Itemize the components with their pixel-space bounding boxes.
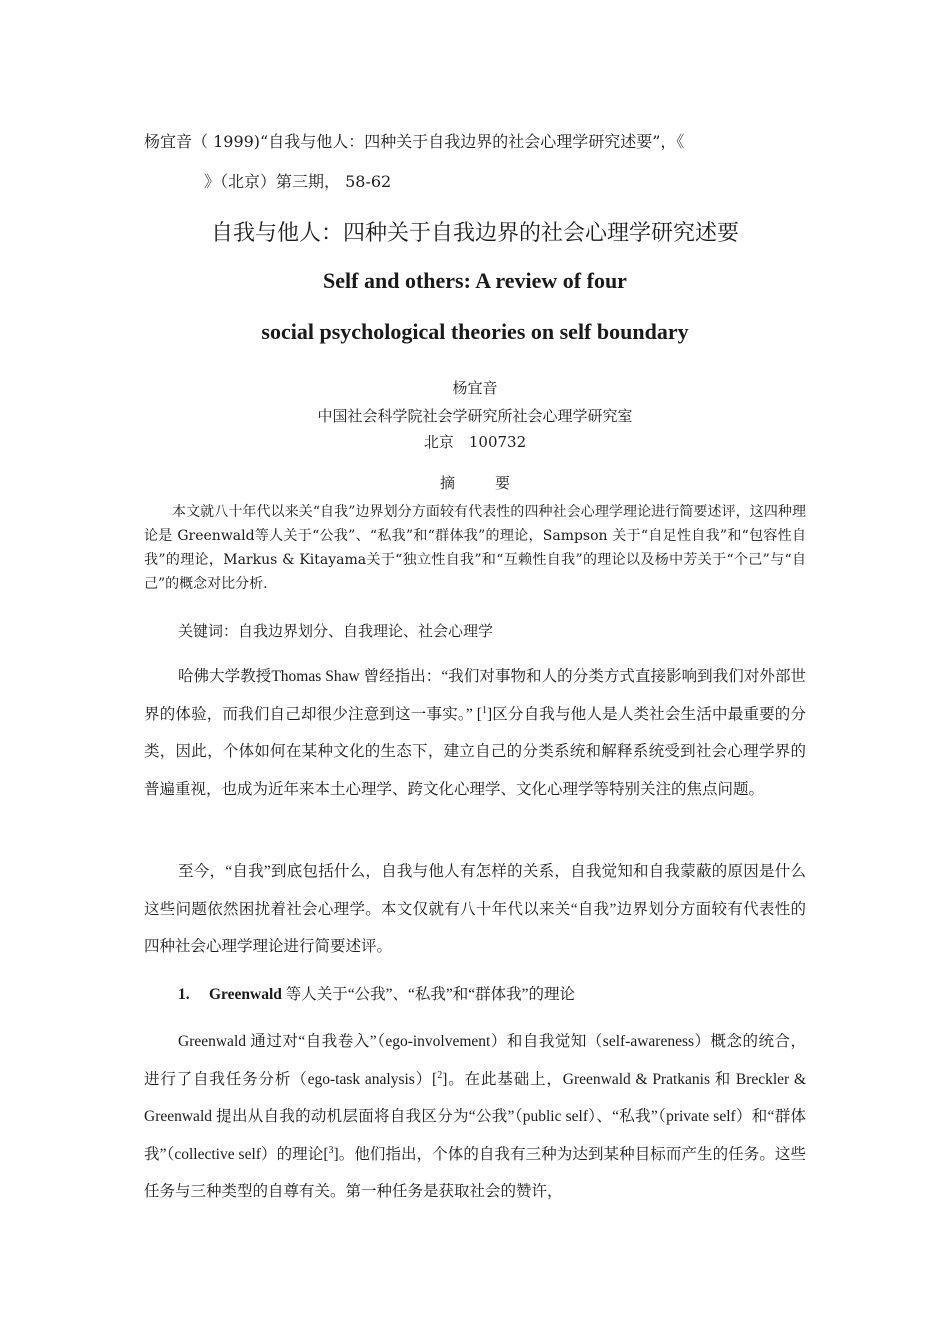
paragraph-1-text-a: 哈佛大学教授Thomas Shaw 曾经指出：“我们对事物和人的分类方式直接影响到我们对外部世界的体验，而我们自己却很少注意到这一事实。” [ [144, 668, 806, 723]
paragraph-3-text-b: ]。在此基础上，Greenwald & Pratkanis 和 Breckler & Greenwald 提出从自我的动机层面将自我区分为“公我”（public self）、“私我”（private self）和“群体我”（collective self）的理论[ [144, 1070, 807, 1163]
section-1-heading [178, 982, 575, 1004]
paragraph-3-text-a: Greenwald 通过对“自我卷入”（ego-involvement）和自我觉知（self-awareness）概念的统合，进行了自我任务分析（ego-task analysis）[ [144, 1033, 806, 1088]
keywords: 关键词：自我边界划分、自我理论、社会心理学 [178, 622, 494, 640]
author-address: 北京 100732 [423, 433, 527, 451]
section-name-bold: Greenwald [209, 986, 282, 1003]
citation-ref-3: 3 [328, 1144, 334, 1156]
citation-ref-2: 2 [437, 1069, 443, 1081]
body-paragraph-1 [144, 658, 806, 808]
body-paragraph-2: 至今，“自我”到底包括什么，自我与他人有怎样的关系，自我觉知和自我蒙蔽的原因是什么这些问题依然困扰着社会心理学。本文仅就有八十年代以来关“自我”边界划分方面较有代表性的四种社会心理学理论进行简要述评。 [144, 863, 806, 955]
abstract-heading: 摘要 [439, 474, 550, 492]
author-affiliation: 中国社会科学院社会学研究所社会心理学研究室 [317, 407, 633, 425]
paragraph-1-text-b: ]区分自我与他人是人类社会生活中最重要的分类，因此，个体如何在某种文化的生态下，建立自己的分类系统和解释系统受到社会心理学界的普遍重视，也成为近年来本土心理学、跨文化心理学、文化心理学等特别关注的焦点问题。 [144, 705, 807, 798]
title-english-line-2: social psychological theories on self boundary [261, 319, 689, 344]
section-number: 1. [178, 986, 190, 1003]
section-title-rest: 等人关于“公我”、“私我”和“群体我”的理论 [281, 986, 576, 1003]
body-paragraph-3 [144, 1023, 806, 1211]
title-chinese: 自我与他人：四种关于自我边界的社会心理学研究述要 [210, 221, 739, 246]
abstract-text: 本文就八十年代以来关“自我”边界划分方面较有代表性的四种社会心理学理论进行简要述评，这四种理论是 Greenwald等人关于“公我”、“私我”和“群体我”的理论，Sampson 关于“自足性自我”和“包容性自我”的理论，Markus & Kitayama关于“独立性自我”和“互赖性自我”的理论以及杨中芳关于“个己”与“自己”的概念对比分析. [144, 504, 806, 592]
citation-line-1: 杨宜音（ 1999)“自我与他人：四种关于自我边界的社会心理学研究述要”，《 [144, 132, 685, 151]
paragraph-3-text-c: ]。他们指出，个体的自我有三种为达到某种目标而产生的任务。这些任务与三种类型的自尊有关。第一种任务是获取社会的赞许， [144, 1145, 806, 1200]
citation-ref-1: 1 [481, 704, 487, 716]
author-name: 杨宜音 [452, 379, 498, 397]
citation-line-2: 》（北京）第三期， 58-62 [204, 172, 392, 191]
title-english-line-1: Self and others: A review of four [323, 268, 627, 293]
